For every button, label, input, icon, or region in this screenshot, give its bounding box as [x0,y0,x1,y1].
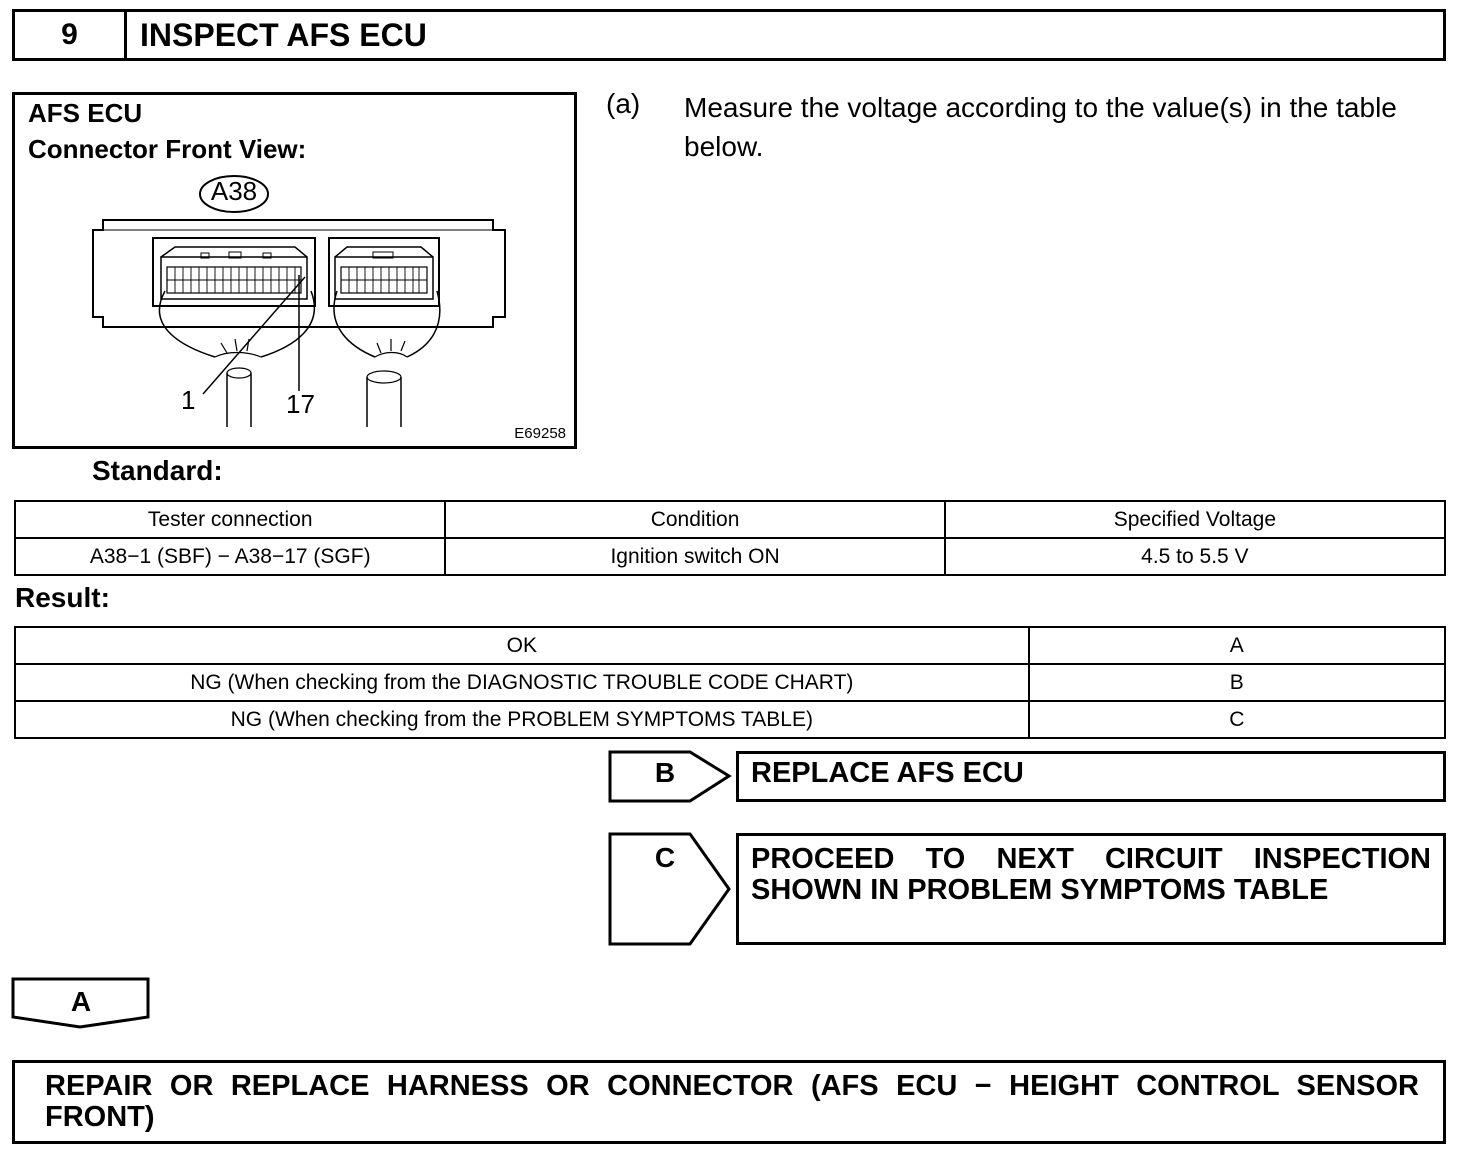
outcome-b-letter: B [654,757,676,788]
instruction-letter: (a) [606,88,641,119]
outcome-a-letter: A [70,986,92,1017]
step-number: 9 [15,12,127,58]
standard-label: Standard: [92,455,223,486]
outcome-a-text: REPAIR OR REPLACE HARNESS OR CONNECTOR (AFS ECU − HEIGHT CONTROL SENSOR FRONT) [45,1070,1419,1133]
result-code: B [1029,664,1445,701]
result-code: A [1029,627,1445,664]
result-condition: NG (When checking from the PROBLEM SYMPTOMS TABLE) [15,701,1029,738]
outcome-b-box [736,751,1446,802]
result-condition: NG (When checking from the DIAGNOSTIC TROUBLE CODE CHART) [15,664,1029,701]
outcome-b-text: REPLACE AFS ECU [751,757,1024,789]
table-row [15,538,1445,575]
instruction-text: Measure the voltage according to the value(s) in the table below. [684,92,1397,162]
table-row [15,627,1445,664]
step-title: INSPECT AFS ECU [140,17,427,53]
standard-header-row [15,501,1445,538]
pin-17-label: 17 [286,389,315,419]
connector-figure [12,92,577,449]
cell-specified-voltage: 4.5 to 5.5 V [945,538,1445,575]
figure-code: E69258 [514,425,566,442]
figure-title: AFS ECU [28,98,143,128]
cell-condition: Ignition switch ON [445,538,944,575]
header-tester-connection: Tester connection [15,501,445,538]
table-row [15,664,1445,701]
result-code: C [1029,701,1445,738]
result-condition: OK [15,627,1029,664]
pin-1-label: 1 [181,385,196,415]
cell-tester-connection: A38−1 (SBF) − A38−17 (SGF) [15,538,445,575]
table-row [15,701,1445,738]
figure-subtitle: Connector Front View: [28,134,307,164]
outcome-a-box [12,1060,1446,1144]
standard-table [14,500,1446,576]
header-condition: Condition [445,501,944,538]
outcome-c-letter: C [654,842,676,873]
connector-id-label: A38 [210,176,258,206]
outcome-c-box [736,833,1446,945]
step-header [12,9,1446,61]
header-specified-voltage: Specified Voltage [945,501,1445,538]
result-table [14,626,1446,739]
result-label: Result: [15,582,110,613]
outcome-c-text: PROCEED TO NEXT CIRCUIT INSPECTION SHOWN IN PROBLEM SYMPTOMS TABLE [751,843,1431,906]
